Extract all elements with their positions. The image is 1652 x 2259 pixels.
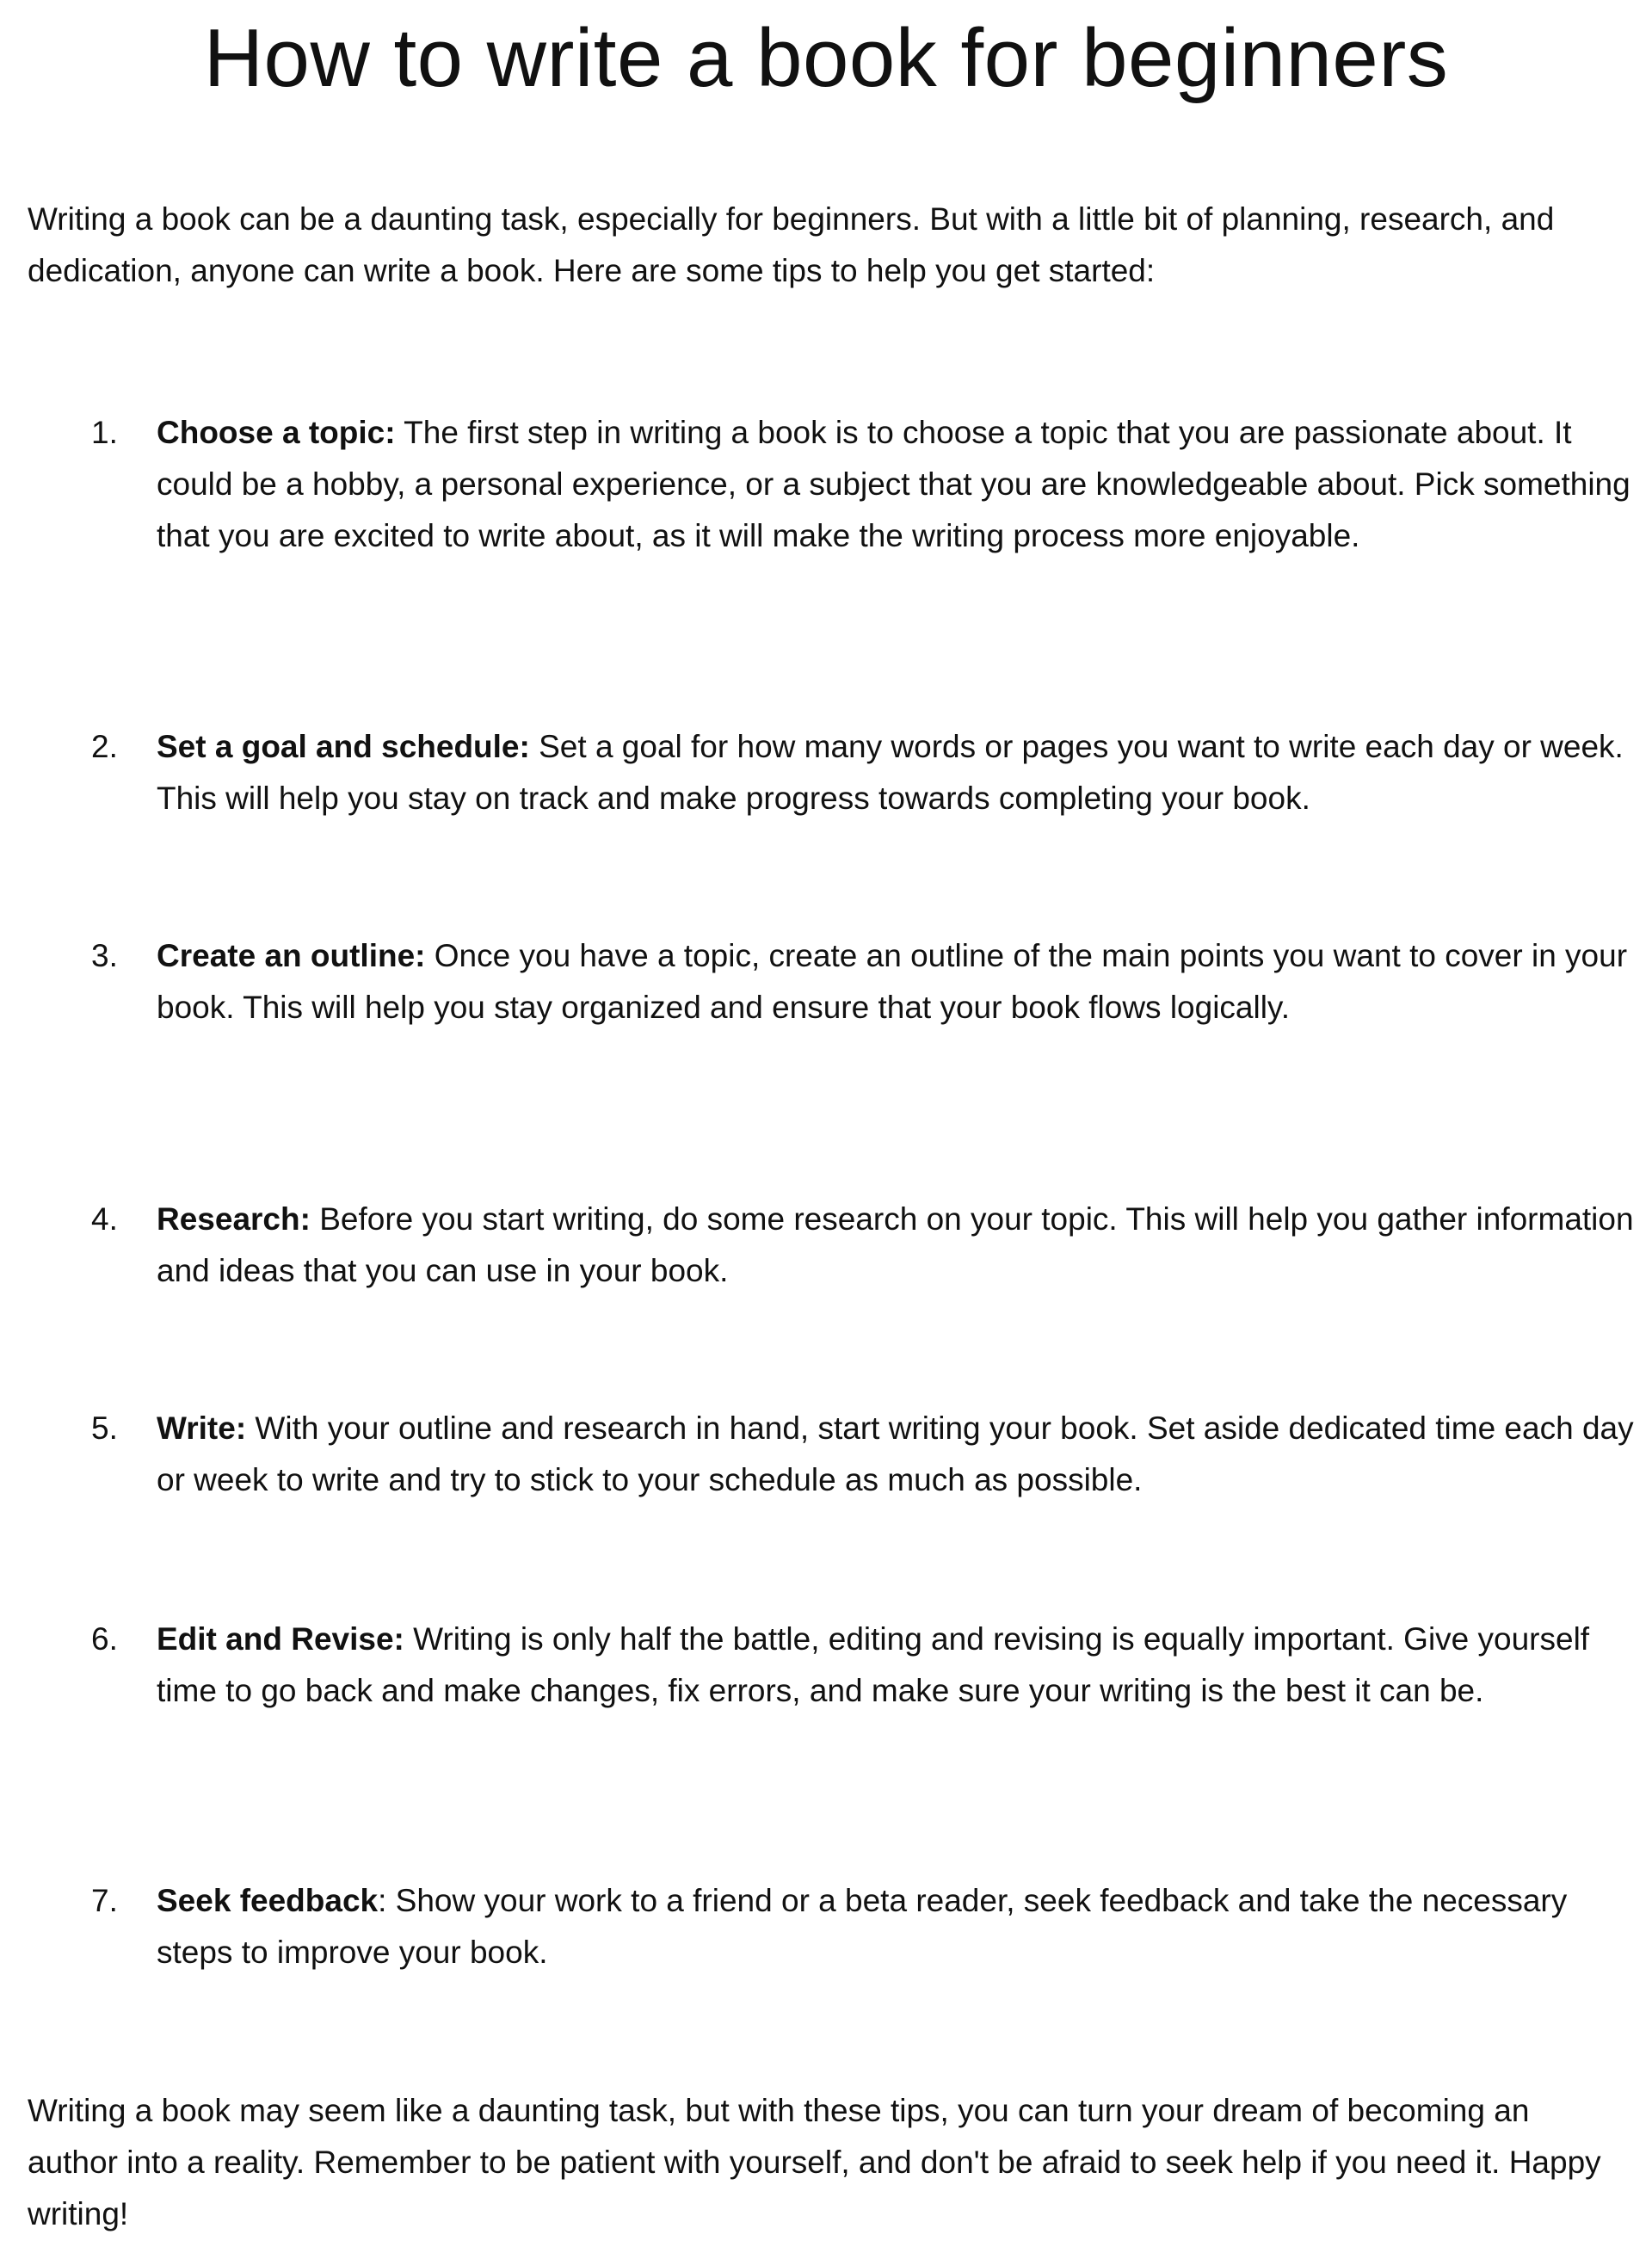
list-item-text: With your outline and research in hand, start writing your book. Set aside dedicated time each day or week to write and try to stick to your schedule as much as possible. [157, 1410, 1634, 1497]
list-number: 7. [91, 1883, 118, 1918]
list-number: 6. [91, 1621, 118, 1657]
list-number: 4. [91, 1201, 118, 1237]
list-item-heading: Create an outline: [157, 938, 426, 973]
list-item-heading: Edit and Revise: [157, 1621, 404, 1657]
list-number: 3. [91, 938, 118, 973]
list-item-body [157, 1614, 1641, 1717]
list-number: 5. [91, 1410, 118, 1446]
list-item-body [157, 1403, 1641, 1506]
list-item-text: Set a goal for how many words or pages you want to write each day or week. This will help you stay on track and make progress towards completing your book. [157, 729, 1624, 816]
list-item-text: Writing is only half the battle, editing and revising is equally important. Give yourself time to go back and make changes, fix errors, and make sure your writing is the best it can be. [157, 1621, 1590, 1708]
list-item-body [157, 1194, 1641, 1297]
list-item-text: The first step in writing a book is to choose a topic that you are passionate about. It could be a hobby, a personal experience, or a subject that you are knowledgeable about. Pick something that you are excited to write about, as it will make the writing process more enjoyable. [157, 415, 1630, 553]
list-item-body [157, 721, 1641, 824]
list-item-body [157, 407, 1641, 562]
list-number: 2. [91, 729, 118, 764]
list-item-heading: Research: [157, 1201, 311, 1237]
list-number: 1. [91, 415, 118, 450]
list-item-text: Once you have a topic, create an outline of the main points you want to cover in your book. This will help you stay organized and ensure that your book flows logically. [157, 938, 1628, 1025]
closing-paragraph: Writing a book may seem like a daunting task, but with these tips, you can turn your dream of becoming an author into a reality. Remember to be patient with yourself, and don't be afraid to seek help if you need it. Happy writing! [28, 2093, 1601, 2231]
list-item-heading: Seek feedback [157, 1883, 379, 1918]
list-item-heading: Choose a topic: [157, 415, 396, 450]
list-item-heading: Set a goal and schedule: [157, 729, 530, 764]
list-item-body [157, 1875, 1641, 1978]
intro-paragraph: Writing a book can be a daunting task, especially for beginners. But with a little bit of planning, research, and dedication, anyone can write a book. Here are some tips to help you get started: [28, 201, 1555, 288]
list-item-heading: Write: [157, 1410, 247, 1446]
list-item-text: : Show your work to a friend or a beta reader, seek feedback and take the necessary steps to improve your book. [157, 1883, 1568, 1970]
page-title: How to write a book for beginners [203, 12, 1449, 104]
list-item-body [157, 930, 1641, 1034]
list-item-text: Before you start writing, do some research on your topic. This will help you gather information and ideas that you can use in your book. [157, 1201, 1634, 1288]
